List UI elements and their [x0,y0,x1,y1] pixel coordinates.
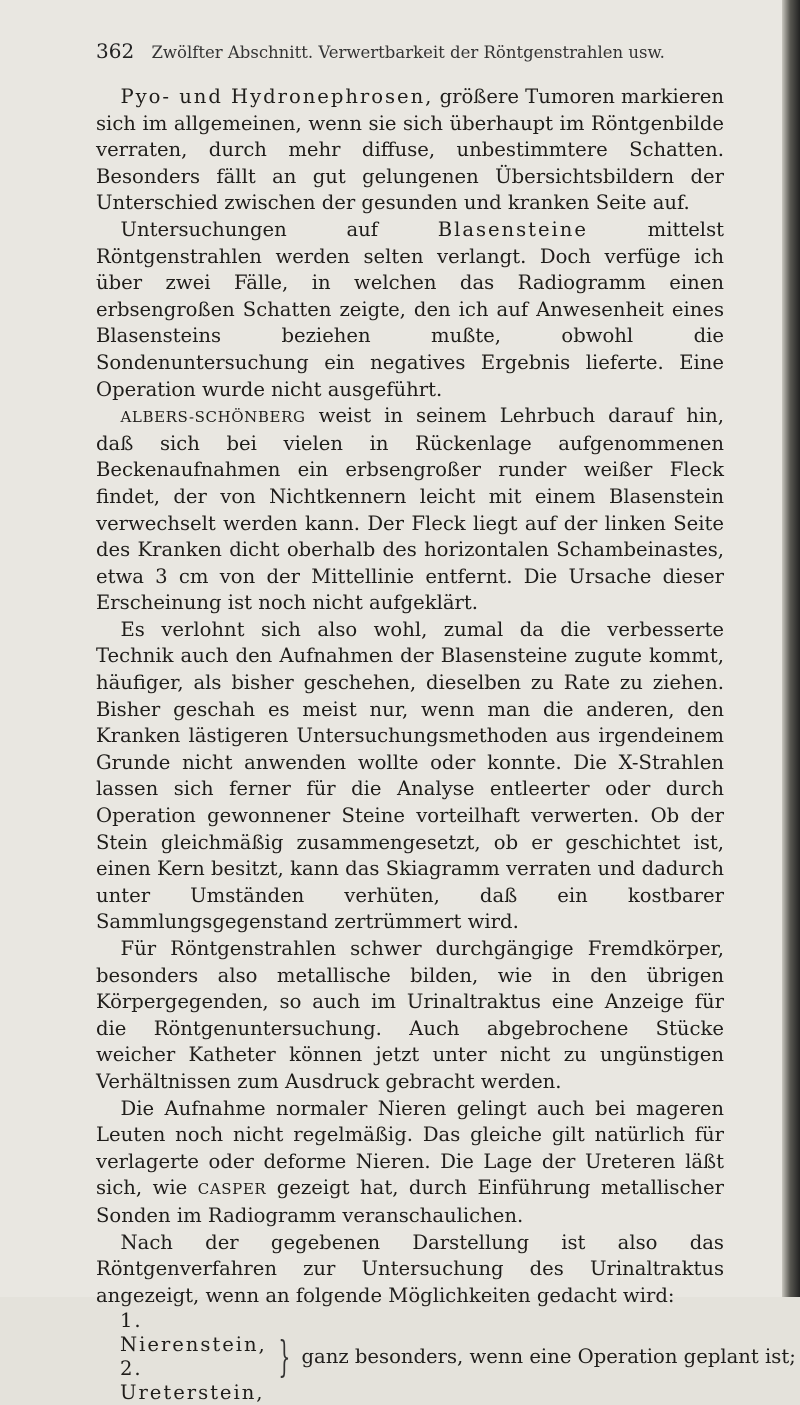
body-text [96,84,796,1405]
running-title: Zwölfter Abschnitt. Verwertbarkeit der Röntgenstrahlen usw. [151,43,665,62]
author-name: CASPER [197,1180,267,1199]
running-header [96,40,716,62]
spaced-term: Pyo- und Hydronephrosen, [120,85,434,108]
list-item: 2. Ureterstein, [120,1357,265,1405]
page-edge [782,0,800,1297]
author-name: ALBERS-SCHÖNBERG [120,408,306,427]
paragraph-technique: Es verlohnt sich also wohl, zumal da die verbesserte Technik auch den Aufnahmen der Blasensteine zugute kommt, häufiger, als bisher geschehen, dieselben zu Rate zu ziehen. Bisher geschah es meist nur, wenn man die anderen, den Kranken lästigeren Untersuchungsmethoden aus irgendeinem Grunde nicht anwenden wollte oder konnte. Die X-Strahlen lassen sich ferner für die Analyse entleerter oder durch Operation gewonnener Steine vorteilhaft verwerten. Ob der Stein gleichmäßig zusammengesetzt, ob er geschichtet ist, einen Kern besitzt, kann das Skiagramm verraten und dadurch unter Umständen verhüten, daß ein kostbarer Sammlungsgegenstand zertrümmert wird. [96,617,724,934]
indication-list [96,1309,796,1405]
paragraph-foreign-bodies: Für Röntgenstrahlen schwer durchgängige Fremdkörper, besonders also metallische bilden, wie in den übrigen Körpergegenden, so auch im Urinaltraktus eine Anzeige für die Röntgenuntersuchung. Auch abgebrochene Stücke weicher Katheter können jetzt unter nicht zu ungünstigen Verhältnissen zum Ausdruck gebracht werden. [96,937,724,1093]
spaced-term: Blasensteine [437,217,588,241]
paragraph-albers-schonberg: ALBERS-SCHÖNBERG weist in seinem Lehrbuch darauf hin, daß sich bei vielen in Rückenlage aufgenommenen Beckenaufnahmen ein erbsengroßer runder weißer Fleck findet, der von Nichtkennern leicht mit einem Blasenstein verwechselt werden kann. Der Fleck liegt auf der linken Seite des Kranken dicht oberhalb des horizontalen Schambeinastes, etwa 3 cm von der Mittellinie entfernt. Die Ursache dieser Erscheinung ist noch nicht aufgeklärt. [96,404,724,615]
paragraph-bladder-stones: Untersuchungen auf Blasensteine mittelst Röntgenstrahlen werden selten verlangt. Doch verfüge ich über zwei Fälle, in welchen das Radiogramm einen erbsengroßen Schatten zeigte, den ich auf Anwesenheit eines Blasensteins beziehen mußte, obwohl die Sondenuntersuchung ein negatives Ergebnis lieferte. Eine Operation wurde nicht ausgeführt. [96,217,724,401]
paragraph-hydronephrosis: Pyo- und Hydronephrosen, größere Tumoren markieren sich im allgemeinen, wenn sie sich überhaupt im Röntgenbilde verraten, durch mehr diffuse, unbestimmtere Schatten. Besonders fällt an gut gelungenen Übersichtsbildern der Unterschied zwischen der gesunden und kranken Seite auf. [96,85,724,215]
page-number: 362 [96,39,135,63]
list-item: 1. Nierenstein, [120,1309,267,1357]
list-note: ganz besonders, wenn eine Operation geplant ist; [301,1345,796,1369]
paragraph-conclusion: Nach der gegebenen Darstellung ist also das Röntgenverfahren zur Untersuchung des Urinaltraktus angezeigt, wenn an folgende Möglichkeiten gedacht wird: [96,1230,724,1307]
brace-symbol: } [278,1332,291,1382]
paragraph-normal-kidneys: Die Aufnahme normaler Nieren gelingt auch bei mageren Leuten noch nicht regelmäßig. Das gleiche gilt natürlich für verlagerte oder deforme Nieren. Die Lage der Ureteren läßt sich, wie CASPER gezeigt hat, durch Einführung metallischer Sonden im Radiogramm veranschaulichen. [96,1096,724,1227]
